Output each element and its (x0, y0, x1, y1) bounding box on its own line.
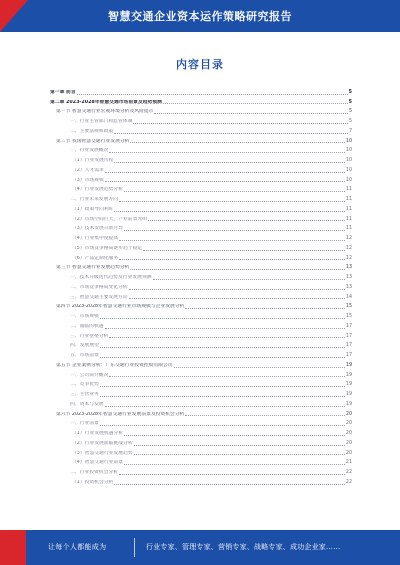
toc-entry-title: 二、行业未来发展方向 (70, 197, 118, 202)
toc-leader-dots (185, 415, 344, 416)
toc-entry[interactable] (50, 457, 352, 467)
toc-entry-title: （2）行业发展面临挑战分析 (72, 440, 133, 446)
toc-entry-title: （3）技术发展日新月异 (72, 226, 124, 232)
toc-leader-dots (100, 386, 345, 387)
footer-red-accent (0, 530, 26, 565)
toc-entry-title: （1）行业发展历程 (72, 158, 114, 163)
toc-entry-title: 第五节 企业案例分析：广东交通行业投资控股有限公司 (56, 362, 173, 368)
toc-leader-dots (114, 162, 344, 163)
toc-entry-title: 二、市场竞争格局变化分析 (70, 284, 128, 290)
toc-leader-dots (124, 191, 345, 192)
toc-entry-title: （5）市场竞争格局逐步趋于稳定 (72, 245, 143, 251)
toc-entry-title: （4）智慧交通行业前景 (72, 460, 124, 466)
toc-entry[interactable] (50, 145, 352, 155)
toc-page-number: 19 (345, 401, 352, 407)
toc-entry-title: 一、行业前景 (70, 421, 99, 427)
footer-divider (134, 538, 135, 557)
toc-page-number: 5 (348, 89, 352, 95)
toc-leader-dots (130, 142, 344, 143)
toc-page-number: 19 (345, 372, 352, 378)
toc-page-number: 10 (345, 177, 352, 183)
toc-entry[interactable] (50, 301, 352, 311)
toc-leader-dots (100, 347, 345, 348)
toc-entry[interactable] (50, 232, 352, 242)
toc-page-number: 14 (345, 294, 352, 300)
toc-page-number: 13 (345, 265, 352, 271)
toc-leader-dots (143, 250, 345, 251)
toc-entry-title: （1）行业发展机遇分析 (72, 431, 124, 436)
toc-leader-dots (134, 454, 345, 455)
toc-entry[interactable] (50, 408, 352, 418)
toc-entry[interactable] (50, 310, 352, 320)
toc-page-number: 12 (345, 245, 352, 251)
toc-entry-title: 第一章 前言 (50, 89, 76, 95)
toc-entry[interactable] (50, 349, 352, 359)
toc-entry[interactable] (50, 388, 352, 398)
toc-leader-dots (119, 240, 345, 241)
toc-page-number: 11 (345, 187, 352, 193)
toc-leader-dots (77, 94, 348, 95)
toc-page-number: 19 (345, 382, 352, 388)
toc-page-number: 11 (345, 197, 352, 202)
toc-entry[interactable] (50, 174, 352, 184)
toc-leader-dots (100, 425, 345, 426)
toc-page-number: 20 (345, 431, 352, 436)
toc-leader-dots (100, 396, 345, 397)
toc-entry[interactable] (50, 291, 352, 301)
toc-leader-dots (133, 123, 348, 124)
toc-entry[interactable] (50, 252, 352, 262)
toc-entry[interactable] (50, 476, 352, 486)
toc-entry[interactable] (50, 437, 352, 447)
toc-entry-title: （1）投资机会分析 (72, 479, 114, 485)
toc-leader-dots (109, 376, 345, 377)
toc-page-number: 19 (345, 392, 352, 397)
toc-leader-dots (119, 259, 345, 260)
toc-leader-dots (124, 464, 345, 465)
toc-entry-title: 第二章 2023-2028年智慧交通市场前景及趋势预测 (50, 99, 162, 105)
toc-entry-title: （6）产品定制化服务 (72, 255, 119, 261)
toc-page-number: 20 (345, 440, 352, 446)
toc-entry[interactable] (50, 262, 352, 272)
toc-entry-title: 三、主营业务 (70, 392, 99, 397)
toc-page-number: 20 (345, 411, 352, 417)
table-of-contents (50, 86, 352, 486)
header-red-accent (0, 0, 28, 32)
page-header (0, 0, 400, 32)
toc-page-number: 15 (345, 304, 352, 310)
toc-leader-dots (154, 113, 347, 114)
toc-leader-dots (129, 298, 345, 299)
toc-entry[interactable] (50, 193, 352, 203)
toc-leader-dots (114, 133, 348, 134)
toc-page-number: 12 (345, 236, 352, 241)
toc-leader-dots (105, 181, 345, 182)
toc-entry-title: 第二节 我国智慧交通行业发展分析 (56, 138, 130, 144)
toc-entry-title: 第六节 2023-2028年智慧交通行业发展前景及投资机会分析 (56, 411, 185, 417)
toc-entry-title: （4）行业发展趋势分析 (72, 187, 124, 193)
toc-entry[interactable] (50, 379, 352, 389)
toc-entry-title: 二、面临的机遇 (70, 323, 104, 329)
toc-entry-title: （1）政策导向利好 (72, 206, 114, 212)
toc-entry-title: 一、行业发展概况 (70, 148, 109, 154)
toc-leader-dots (100, 318, 345, 319)
toc-leader-dots (124, 435, 345, 436)
toc-entry-title: 一、市场规模 (70, 314, 99, 319)
toc-page-number: 10 (345, 158, 352, 163)
toc-leader-dots (134, 445, 345, 446)
toc-entry-title: （3）市场规模 (72, 177, 104, 183)
toc-entry[interactable] (50, 223, 352, 233)
toc-leader-dots (105, 406, 345, 407)
toc-page-number: 13 (345, 284, 352, 290)
toc-page-number: 11 (345, 216, 352, 222)
toc-entry[interactable] (50, 96, 352, 106)
toc-leader-dots (185, 308, 344, 309)
toc-page-number: 17 (345, 343, 352, 349)
toc-entry[interactable] (50, 184, 352, 194)
toc-entry[interactable] (50, 466, 352, 476)
toc-entry[interactable] (50, 135, 352, 145)
toc-entry-title: 四、发展展望 (70, 343, 99, 349)
toc-leader-dots (114, 211, 344, 212)
toc-entry[interactable] (50, 242, 352, 252)
toc-leader-dots (100, 357, 345, 358)
toc-leader-dots (130, 269, 344, 270)
toc-entry[interactable] (50, 340, 352, 350)
toc-entry-title: 二、主要法规和政策 (70, 128, 114, 134)
toc-leader-dots (114, 484, 344, 485)
toc-leader-dots (148, 220, 345, 221)
toc-leader-dots (163, 103, 348, 104)
toc-leader-dots (109, 152, 345, 153)
toc-entry[interactable] (50, 418, 352, 428)
toc-entry-title: 二、竞争优势 (70, 382, 99, 388)
toc-page-number: 5 (348, 119, 352, 124)
toc-entry-title: 第四节 2023-2028年智慧交通行业市场规模与企业发展分析 (56, 304, 185, 310)
toc-entry[interactable] (50, 281, 352, 291)
toc-page-number: 19 (345, 362, 352, 368)
toc-entry[interactable] (50, 447, 352, 457)
toc-page-number: 20 (345, 421, 352, 427)
toc-entry[interactable] (50, 213, 352, 223)
toc-entry-title: 一、行业主管部门和监管体制 (70, 119, 133, 124)
toc-leader-dots (119, 201, 345, 202)
toc-entry-title: 五、市场前景 (70, 353, 99, 358)
toc-page-number: 11 (345, 226, 352, 232)
toc-leader-dots (105, 172, 345, 173)
toc-page-number: 21 (345, 460, 352, 466)
footer-slogan-left: 让每个人都能成为 (48, 543, 107, 551)
toc-page-number: 22 (345, 479, 352, 485)
toc-page-number: 10 (345, 167, 352, 173)
toc-page-number: 17 (345, 333, 352, 339)
toc-entry-title: 四、资本与发展 (70, 401, 104, 407)
toc-entry-title: 第一节 智慧交通行业宏观环境分析及风险提示 (56, 109, 154, 115)
toc-page-number: 10 (345, 148, 352, 154)
toc-entry[interactable] (50, 330, 352, 340)
toc-page-number: 12 (345, 255, 352, 261)
toc-page-number: 10 (345, 138, 352, 144)
toc-page-number: 11 (345, 206, 352, 212)
toc-entry[interactable] (50, 320, 352, 330)
toc-entry[interactable] (50, 369, 352, 379)
toc-page-number: 5 (348, 99, 352, 105)
toc-entry[interactable] (50, 86, 352, 96)
toc-page-number: 5 (348, 109, 352, 115)
toc-page-number: 22 (345, 470, 352, 475)
toc-entry[interactable] (50, 115, 352, 125)
toc-entry[interactable] (50, 398, 352, 408)
toc-entry[interactable] (50, 154, 352, 164)
toc-entry-title: 三、行业壁垒分析 (70, 333, 109, 339)
toc-entry[interactable] (50, 106, 352, 116)
toc-leader-dots (124, 230, 345, 231)
toc-page-number: 17 (345, 323, 352, 329)
toc-entry-title: 一、公司简介概况 (70, 372, 109, 378)
toc-page-number: 15 (345, 314, 352, 319)
toc-entry-title: 第三节 智慧交通行业发展趋势分析 (56, 265, 130, 271)
toc-leader-dots (109, 337, 345, 338)
toc-entry[interactable] (50, 164, 352, 174)
toc-entry-title: （4）行业集中度提高 (72, 236, 119, 241)
toc-entry-title: （2）市场空间巨大，产业前景光明 (72, 216, 148, 222)
toc-entry-title: 一、技术升级迭代趋势及行业发展预测 (70, 275, 152, 280)
toc-entry-title: 三、智慧交通主要发展方向 (70, 294, 128, 300)
toc-page-number: 7 (348, 128, 352, 134)
page-footer (0, 530, 400, 565)
toc-leader-dots (174, 367, 345, 368)
toc-entry[interactable] (50, 271, 352, 281)
toc-leader-dots (129, 289, 345, 290)
toc-heading: 内容目录 (176, 58, 224, 71)
toc-page-number: 17 (345, 353, 352, 358)
report-title: 智慧交通企业资本运作策略研究报告 (108, 10, 292, 23)
toc-page-number: 20 (345, 450, 352, 456)
toc-leader-dots (105, 328, 345, 329)
toc-leader-dots (119, 474, 345, 475)
toc-entry-title: 二、行业投资机会分析 (70, 470, 118, 475)
toc-entry-title: （3）智慧交通行业发展趋势 (72, 450, 133, 456)
toc-entry[interactable] (50, 359, 352, 369)
toc-leader-dots (153, 279, 345, 280)
toc-entry[interactable] (50, 427, 352, 437)
toc-entry[interactable] (50, 203, 352, 213)
footer-slogan-right: 行业专家、管理专家、营销专家、战略专家、成功企业家…… (146, 543, 341, 551)
toc-page-number: 13 (345, 275, 352, 280)
toc-entry[interactable] (50, 125, 352, 135)
toc-entry-title: （2）人才需求 (72, 167, 104, 173)
